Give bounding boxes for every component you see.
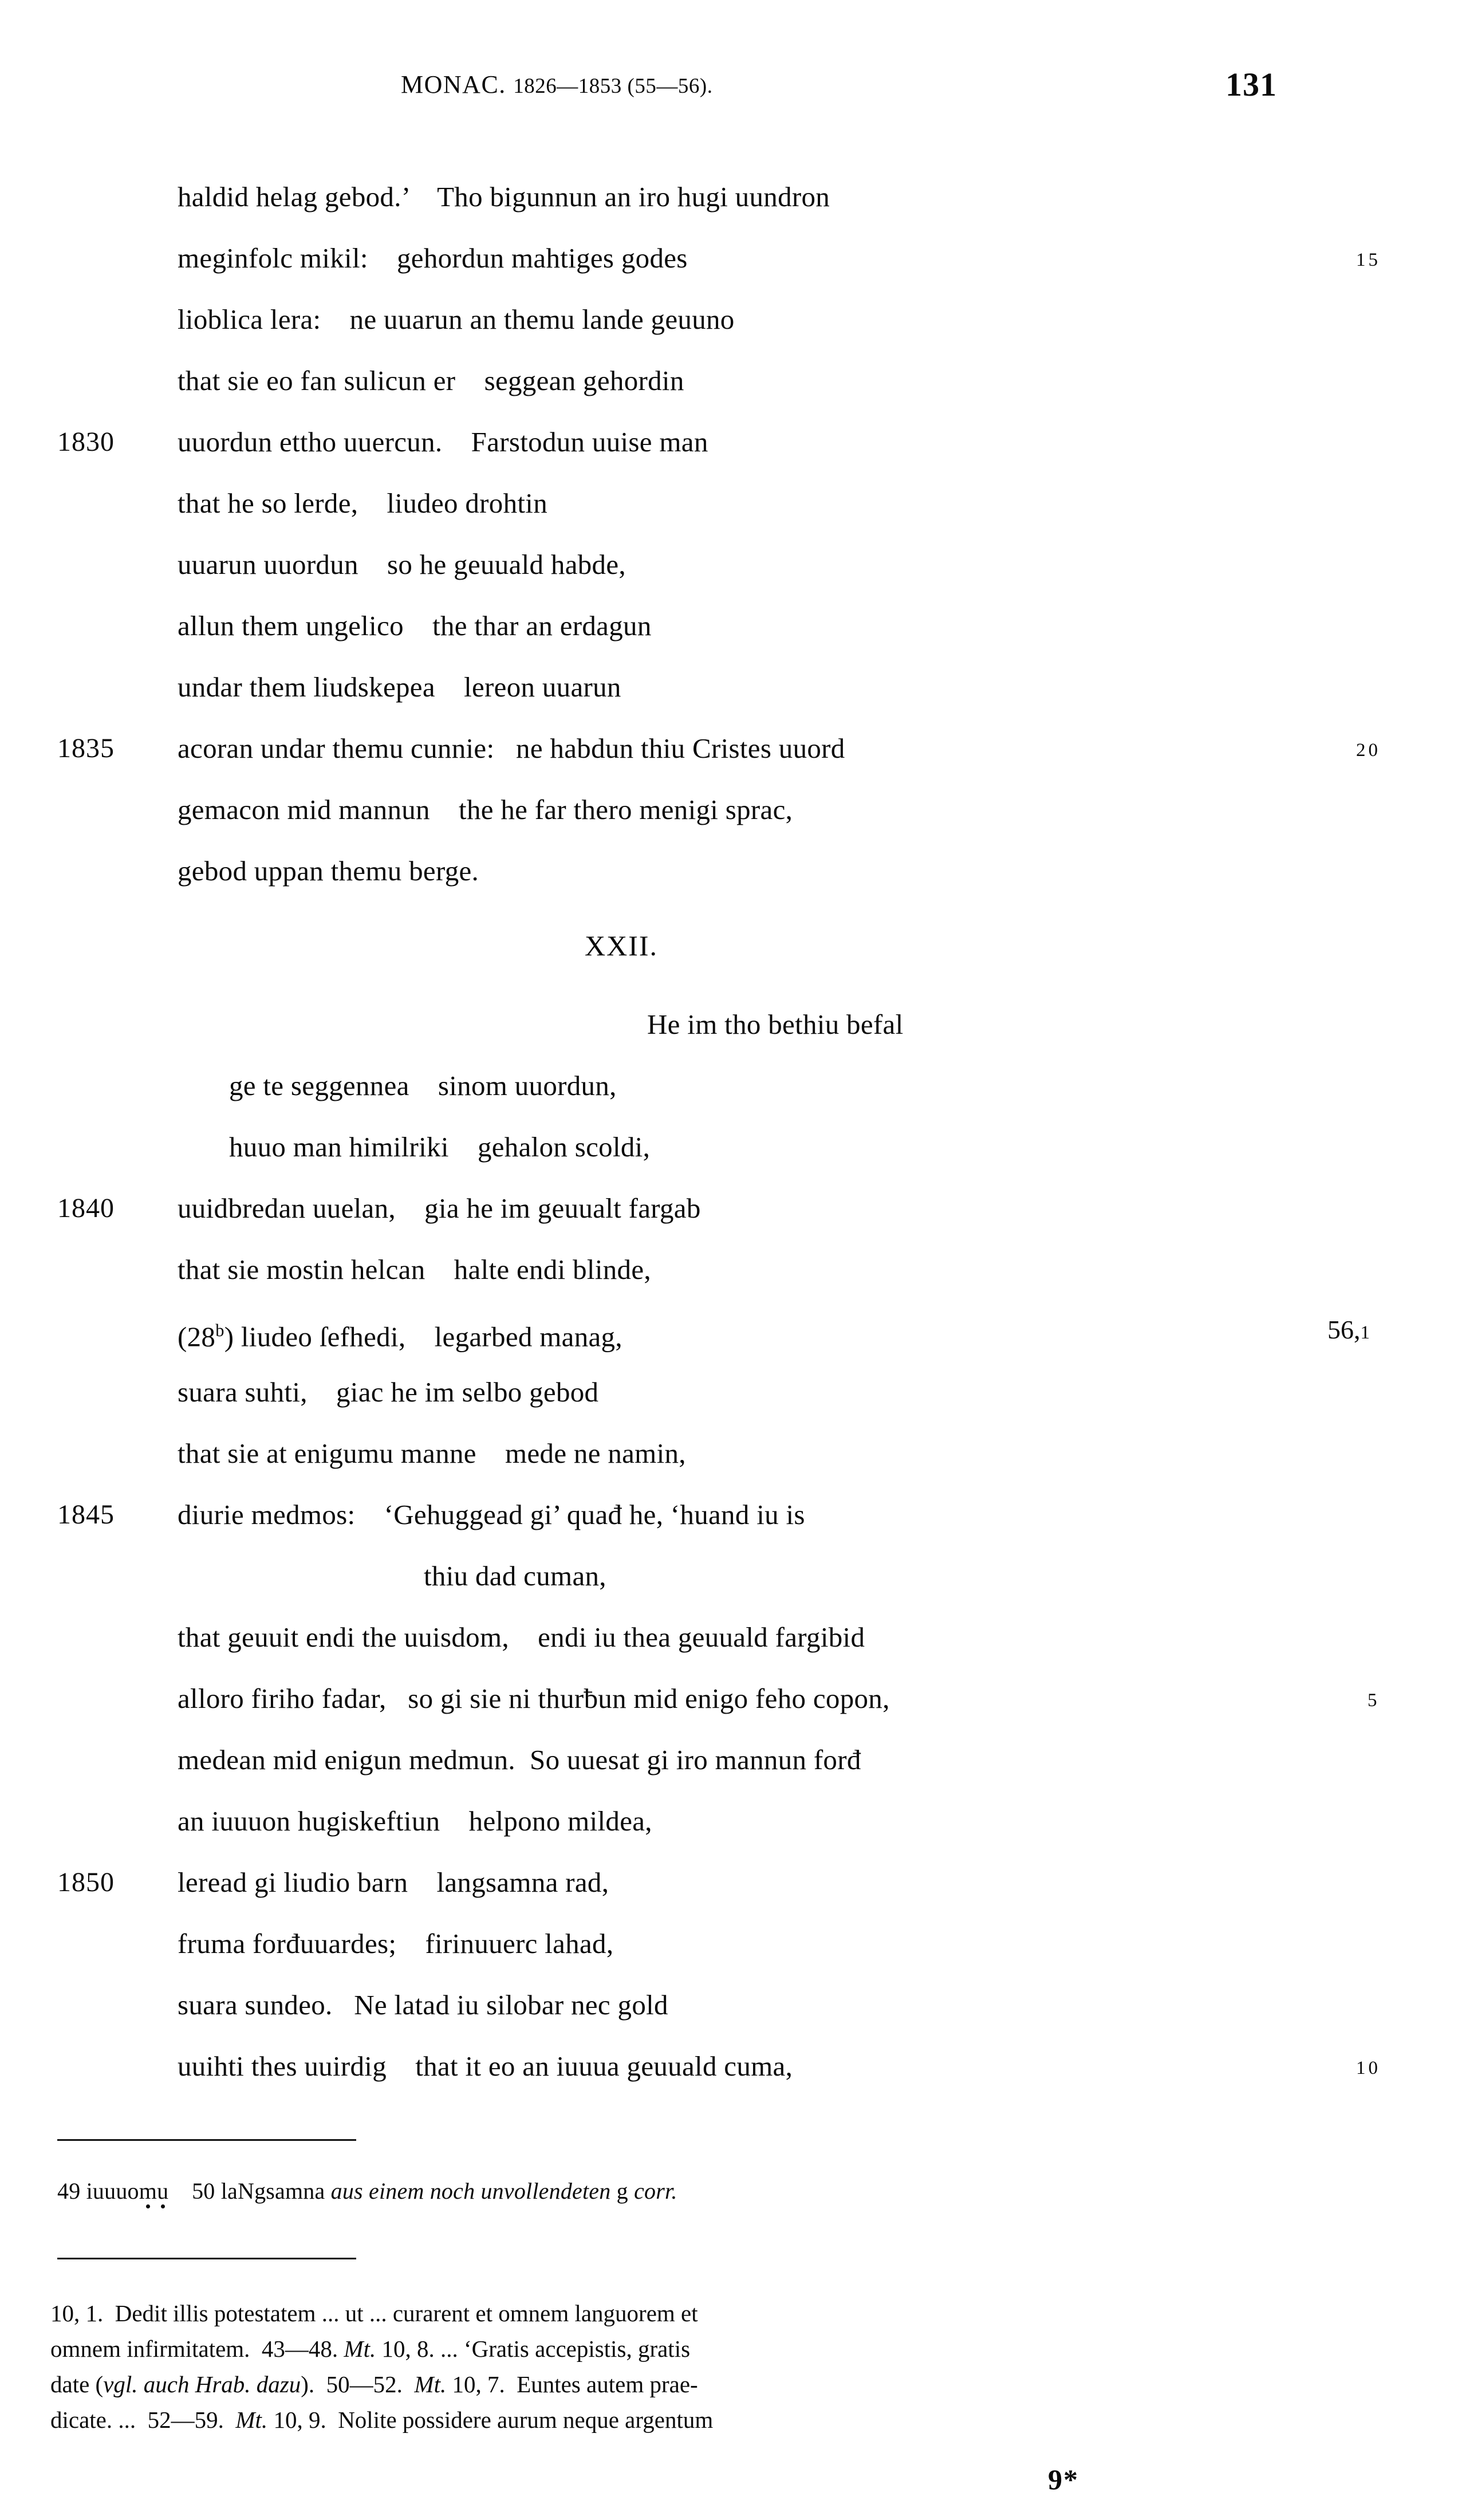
sheet-signature: 9* <box>1048 2463 1079 2495</box>
apparatus-rule-top <box>57 2139 356 2141</box>
verse-line-text: medean mid enigun medmun. So uuesat gi iro mannun forđ <box>178 1744 861 1775</box>
verse-line <box>0 534 1466 595</box>
verse-line-text: uuarun uuordun so he geuuald habde, <box>178 549 626 580</box>
verse-line <box>0 718 1466 779</box>
running-head-title-main: MONAC. <box>401 70 506 99</box>
latin-note-3a: date ( <box>50 2371 104 2397</box>
verse-line <box>0 1974 1466 2035</box>
verse-line <box>0 411 1466 472</box>
verse-line-text: ge te seggennea sinom uuordun, <box>229 1070 617 1101</box>
verse-line-text: gebod uppan themu berge. <box>178 855 479 887</box>
verse-line-text: uuidbredan uuelan, gia he im geuualt fargab <box>178 1192 701 1224</box>
apparatus-lineno-50: 50 <box>192 2178 215 2204</box>
verse-line-text: allun them ungelico the thar an erdagun <box>178 610 652 641</box>
verse-line <box>0 1913 1466 1974</box>
running-head-title <box>401 70 712 99</box>
verse-line-text: leread gi liudio barn langsamna rad, <box>178 1867 609 1898</box>
verse-line <box>0 595 1466 656</box>
verse-line <box>0 1055 1466 1116</box>
verse-line-text: haldid helag gebod.’ Tho bigunnun an iro hugi uundron <box>178 181 830 212</box>
verse-line <box>0 1484 1466 1545</box>
apparatus-word-49-m: m <box>139 2178 157 2204</box>
verse-line <box>0 1729 1466 1790</box>
verse-line <box>0 1239 1466 1300</box>
verse-line-text: that sie mostin helcan halte endi blinde, <box>178 1254 651 1285</box>
verse-margin-number: 20 <box>1356 740 1381 761</box>
verse-line-text: (28$^b$) liudeo ſefhedi, legarbed manag, <box>178 1321 622 1353</box>
apparatus-word-50-post: gsamna <box>254 2178 325 2204</box>
verse-line-number: 1830 <box>57 427 115 457</box>
verse-line-text: lioblica lera: ne uuarun an themu lande geuuno <box>178 304 735 335</box>
verse-line <box>0 1300 1466 1361</box>
verse-line-text: suara suhti, giac he im selbo gebod <box>178 1376 599 1408</box>
verse-line <box>0 840 1466 901</box>
latin-note-line-4 <box>50 2402 1416 2438</box>
verse-line-text: uuordun ettho uuercun. Farstodun uuise man <box>178 426 708 458</box>
verse-line <box>0 1790 1466 1852</box>
latin-notes <box>50 2295 1416 2438</box>
verse-line-number: 1835 <box>57 733 115 763</box>
latin-note-line-1: 10, 1. Dedit illis potestatem ... ut ... curarent et omnem languorem et <box>50 2300 698 2326</box>
apparatus-note-g: g <box>616 2178 628 2204</box>
verse-line <box>0 1545 1466 1606</box>
verse-line-number: 1850 <box>57 1867 115 1897</box>
verse-line <box>0 1852 1466 1913</box>
apparatus-word-49-stem: iuuuo <box>86 2178 139 2204</box>
verse-line-text: that he so lerde, liudeo drohtin <box>178 487 547 519</box>
verse-line-text: He im tho bethiu befal <box>647 1009 904 1040</box>
latin-note-3-ref: Mt. <box>414 2371 447 2397</box>
apparatus-note-corr: corr. <box>634 2178 677 2204</box>
verse-line-text: that geuuit endi the uuisdom, endi iu thea geuuald fargibid <box>178 1621 865 1653</box>
apparatus-word-50-n: N <box>237 2178 255 2204</box>
verse-line <box>0 227 1466 289</box>
running-head <box>0 66 1466 110</box>
section-heading-label: XXII. <box>584 930 659 962</box>
verse-margin-number: 10 <box>1356 2058 1381 2078</box>
latin-note-2a: omnem infirmitatem. 43—48. <box>50 2336 344 2362</box>
running-head-title-range: 1826—1853 (55—56). <box>513 74 713 98</box>
verse-line <box>0 1668 1466 1729</box>
verse-line-text: gemacon mid mannun the he far thero menigi sprac, <box>178 794 793 825</box>
verse-line-text: uuihti thes uuirdig that it eo an iuuua geuuald cuma, <box>178 2050 793 2082</box>
verse-line <box>0 289 1466 350</box>
latin-note-3c: 10, 7. Euntes autem prae- <box>446 2371 698 2397</box>
verse-line-text: diurie medmos: ‘Gehuggead gi’ quađ he, ‘huand iu is <box>178 1499 805 1530</box>
verse-line <box>0 2035 1466 2097</box>
verse-line <box>0 994 1466 1055</box>
verse-line-text: meginfolc mikil: gehordun mahtiges godes <box>178 242 688 274</box>
verse-line <box>0 1361 1466 1423</box>
verse-margin-number: 56,1 <box>1327 1315 1370 1344</box>
verse-line-number: 1840 <box>57 1193 115 1223</box>
latin-note-line-3 <box>50 2367 1416 2402</box>
verse-line-text: that sie eo fan sulicun er seggean gehordin <box>178 365 684 396</box>
verse-line-text: fruma forđuuardes; firinuuerc lahad, <box>178 1928 614 1959</box>
latin-note-2-ref: Mt. <box>344 2336 376 2362</box>
latin-note-4b: 10, 9. Nolite possidere aurum neque argentum <box>267 2407 714 2433</box>
apparatus-line <box>57 2178 1409 2204</box>
verse-line-text: suara sundeo. Ne latad iu silobar nec gold <box>178 1989 668 2021</box>
apparatus-word-49-u: u <box>157 2178 169 2204</box>
apparatus-word-49 <box>86 2178 169 2204</box>
verse-line <box>0 1178 1466 1239</box>
verse-line <box>0 779 1466 840</box>
verse-margin-number: 5 <box>1368 1690 1380 1711</box>
latin-note-3-vgl: vgl. auch Hrab. dazu <box>103 2371 301 2397</box>
verse-line-text: acoran undar themu cunnie: ne habdun thiu Cristes uuord <box>178 733 845 764</box>
verse-line-text: huuo man himilriki gehalon scoldi, <box>229 1131 651 1163</box>
section-heading <box>0 929 1466 962</box>
verse-line <box>0 350 1466 411</box>
page-number: 131 <box>1225 66 1277 103</box>
verse-line-text: thiu dad cuman, <box>424 1560 606 1592</box>
latin-note-2b: 10, 8. ... ‘Gratis accepistis, gratis <box>376 2336 691 2362</box>
verse-line-text: an iuuuon hugiskeftiun helpono mildea, <box>178 1805 652 1837</box>
verse-line <box>0 166 1466 227</box>
apparatus-rule-bottom <box>57 2258 356 2259</box>
apparatus-word-50-pre: la <box>220 2178 238 2204</box>
apparatus-word-50 <box>221 2178 325 2204</box>
verse-line <box>0 1116 1466 1178</box>
latin-note-3b: ). 50—52. <box>301 2371 415 2397</box>
verse-line-number: 1845 <box>57 1499 115 1530</box>
verse-line <box>0 472 1466 534</box>
verse-line <box>0 1423 1466 1484</box>
apparatus-note-italic: aus einem noch unvollendeten <box>330 2178 611 2204</box>
latin-note-4-ref: Mt. <box>235 2407 268 2433</box>
latin-note-line-2 <box>50 2331 1416 2367</box>
latin-note-4a: dicate. ... 52—59. <box>50 2407 236 2433</box>
verse-line-text: undar them liudskepea lereon uuarun <box>178 671 621 703</box>
verse-line <box>0 656 1466 718</box>
verse-line-text: that sie at enigumu manne mede ne namin, <box>178 1438 686 1469</box>
verse-margin-number: 15 <box>1356 250 1381 270</box>
apparatus-lineno-49: 49 <box>57 2178 81 2204</box>
verse-line <box>0 1606 1466 1668</box>
verse-line-text: alloro firiho fadar, so gi sie ni thurƀun mid enigo feho copon, <box>178 1683 890 1714</box>
